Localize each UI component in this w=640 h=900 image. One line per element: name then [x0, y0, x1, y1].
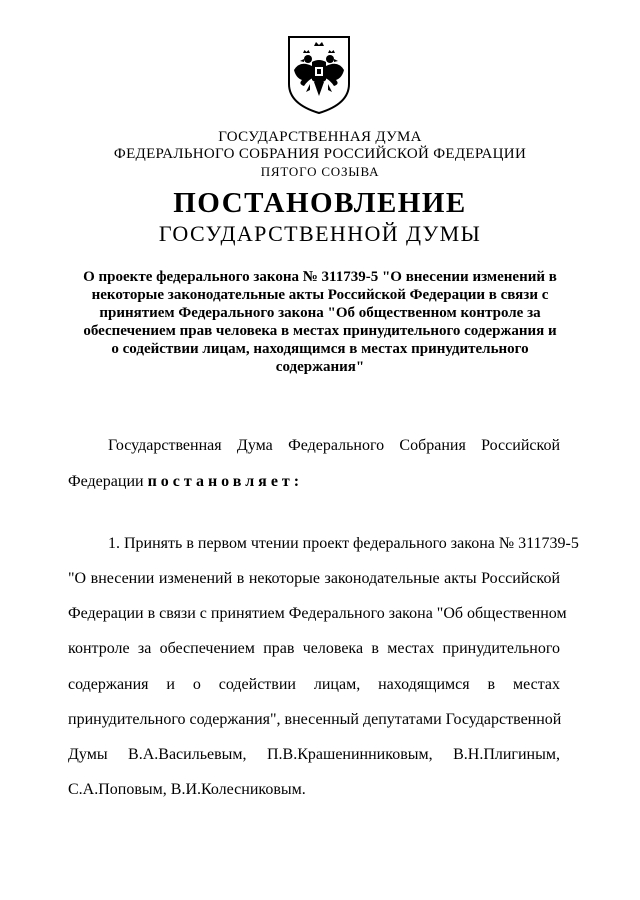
point1-line: "О внесении изменений в некоторые законодательные акты Российской — [68, 570, 560, 587]
document-subject: О проекте федерального закона № 311739-5 "О внесении изменений в некоторые законодательные акты Российской Федерации в связи с принятием Федерального закона "Об общественном контроле за обеспечением прав человека в местах принудительного содержания и о содействии лицам, находящимся в местах принудительного содержания" — [83, 269, 557, 375]
header-line-assembly: ФЕДЕРАЛЬНОГО СОБРАНИЯ РОССИЙСКОЙ ФЕДЕРАЦИИ — [113, 146, 527, 162]
point1-line: 1. Принять в первом чтении проект федерального закона № 311739-5 — [108, 535, 579, 552]
point1-line: Думы В.А.Васильевым, П.В.Крашенинниковым, В.Н.Плигиным, — [68, 746, 560, 763]
point1-line: контроле за обеспечением прав человека в местах принудительного — [68, 640, 560, 657]
header-line-convocation: ПЯТОГО СОЗЫВА — [260, 164, 380, 179]
coat-of-arms-icon — [286, 34, 352, 116]
header-line-duma: ГОСУДАРСТВЕННАЯ ДУМА — [218, 129, 422, 145]
document-subtitle: ГОСУДАРСТВЕННОЙ ДУМЫ — [158, 221, 482, 246]
point1-line: содержания и о содействии лицам, находящимся в местах — [68, 676, 560, 693]
preamble-line-2 — [68, 472, 303, 492]
document-title: ПОСТАНОВЛЕНИЕ — [173, 187, 467, 219]
point1-line: С.А.Поповым, В.И.Колесниковым. — [68, 781, 306, 798]
preamble-resolves: постановляет: — [147, 473, 304, 490]
preamble-prefix: Федерации — [68, 473, 148, 490]
point1-line: принудительного содержания", внесенный депутатами Государственной — [68, 711, 562, 728]
point1-line: Федерации в связи с принятием Федерального закона "Об общественном — [68, 605, 567, 622]
preamble-line-1: Государственная Дума Федерального Собрания Российской — [108, 437, 560, 454]
